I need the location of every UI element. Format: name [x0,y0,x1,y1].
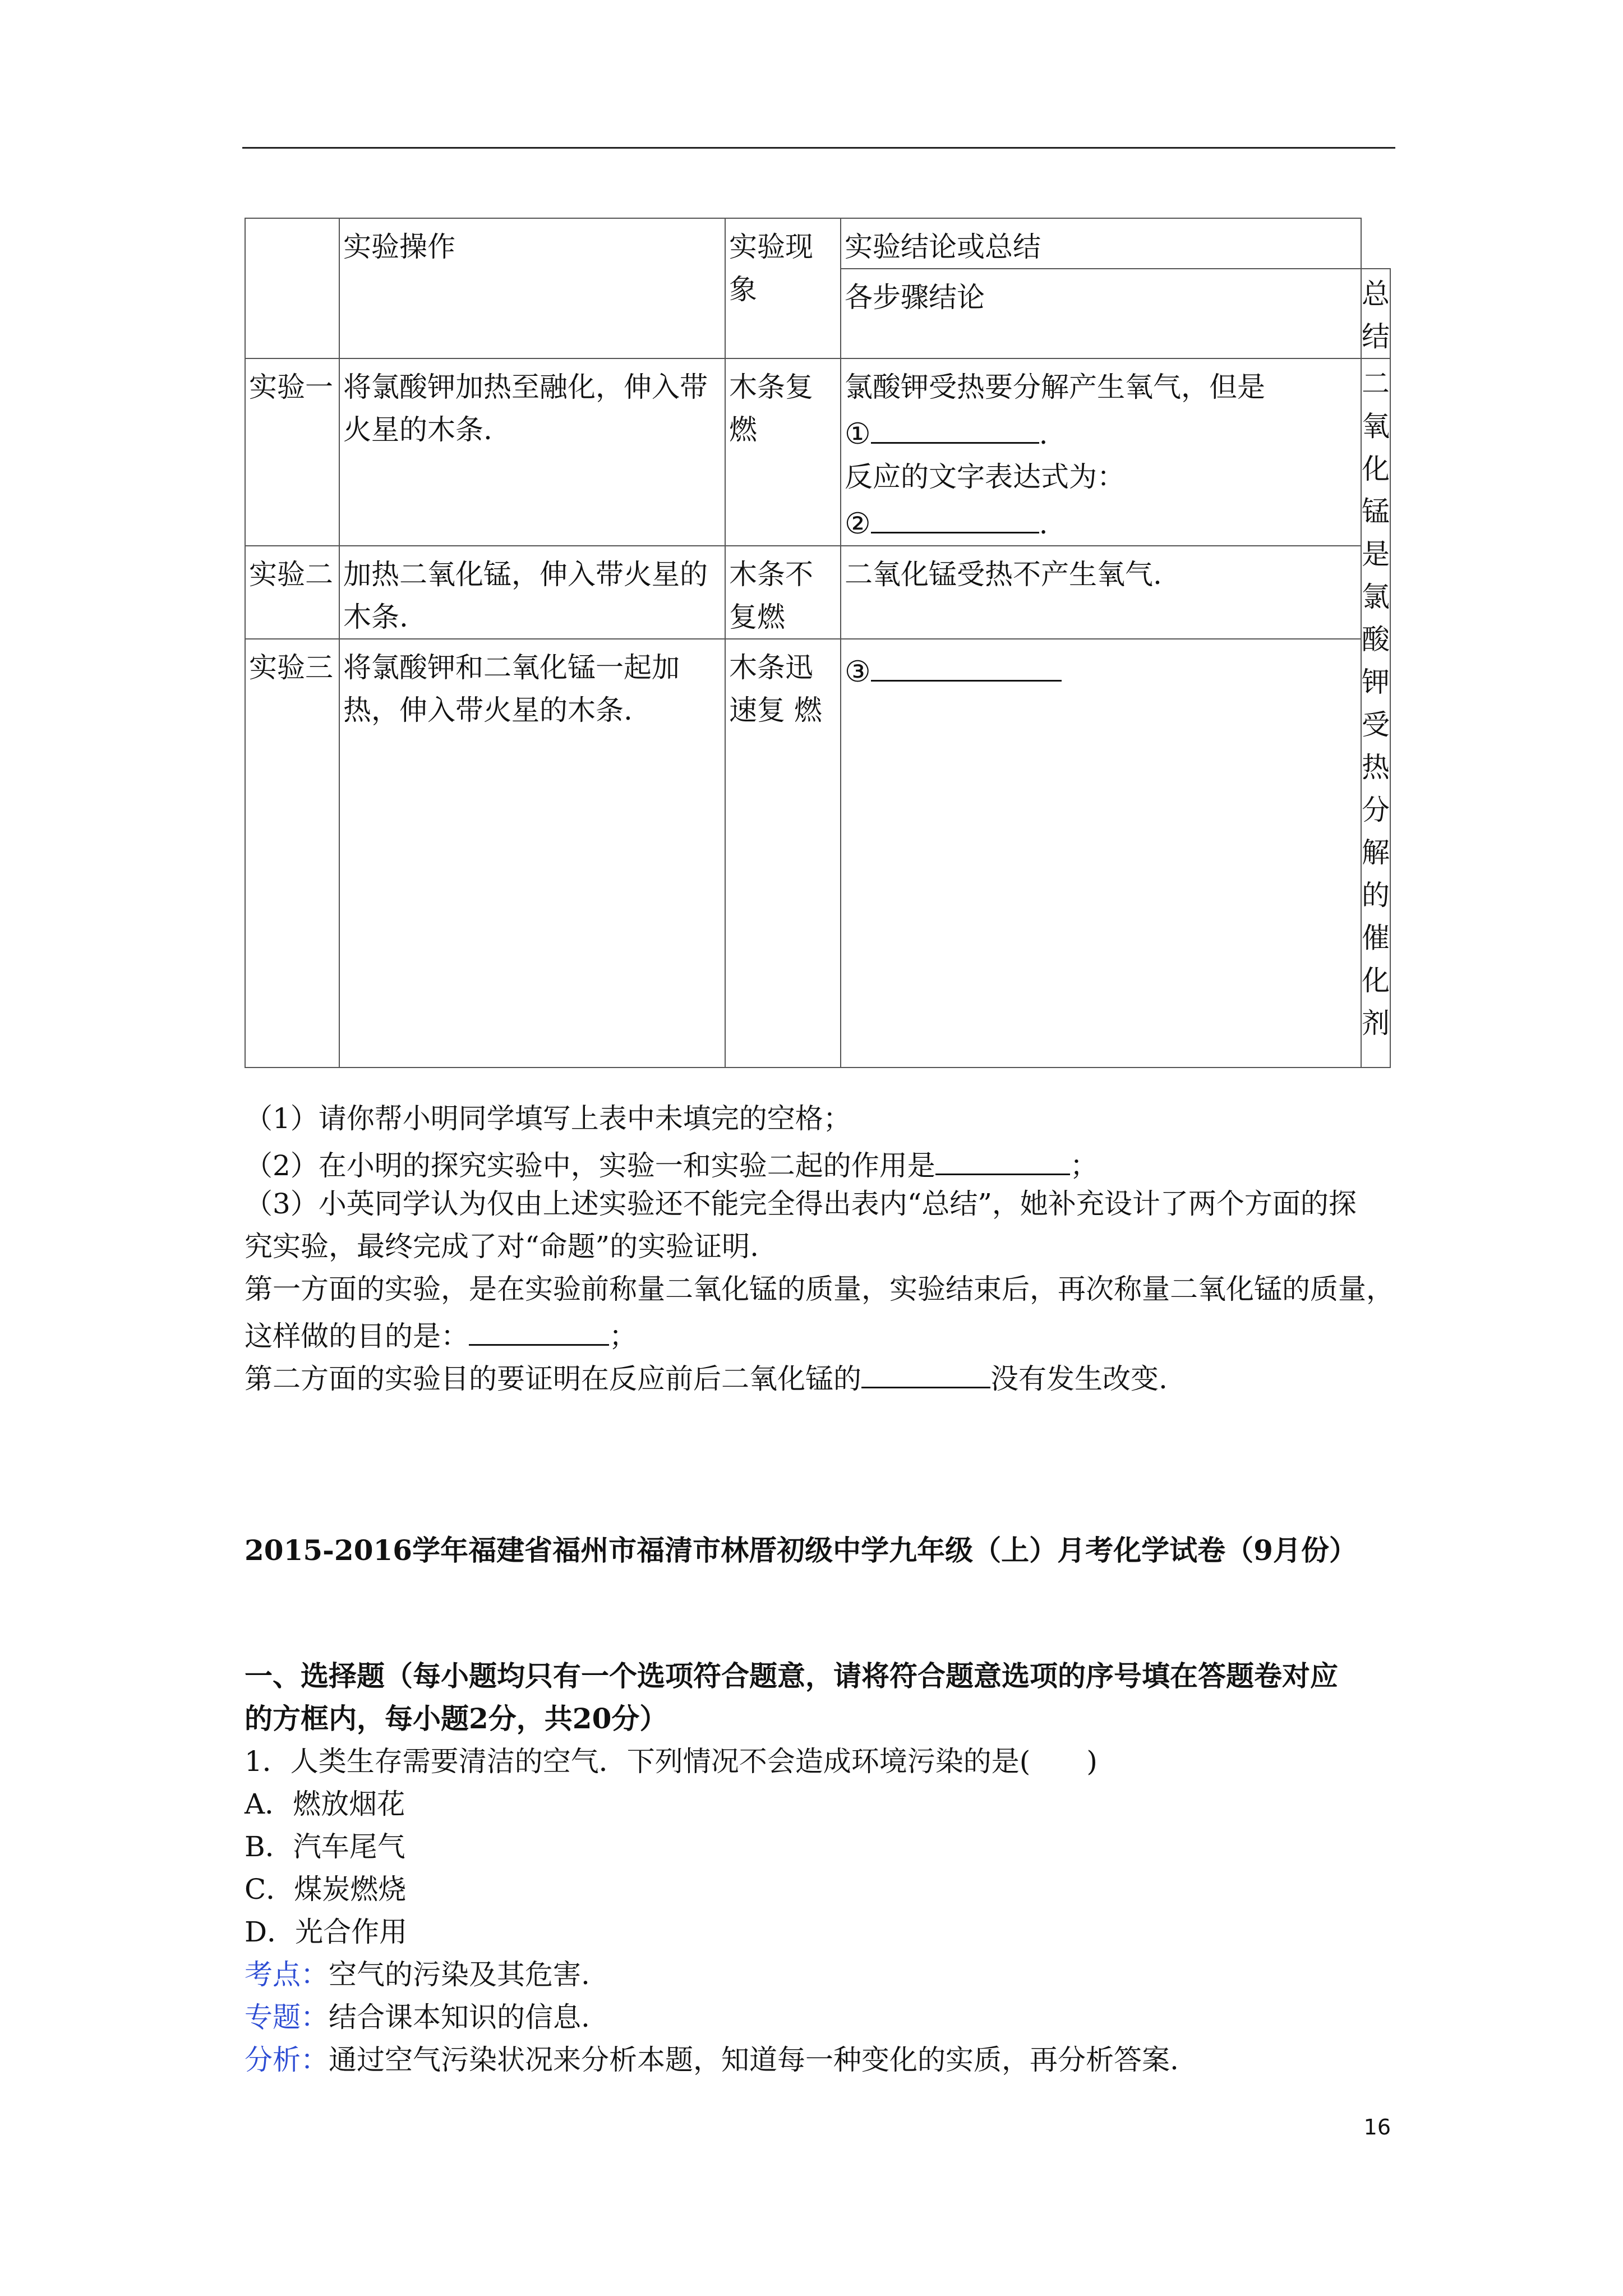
row-operation-3: 将氯酸钾和二氧化锰一起加 热，伸入带火星的木条. [339,639,725,1068]
zhuanti-label: 专题： [245,2001,329,2033]
blank-marker-2: ② [845,507,871,541]
fill-blank-q3b[interactable] [861,1353,990,1388]
section-heading-line-2: 的方框内，每小题2分，共20分） [245,1702,668,1735]
fill-blank-3[interactable] [871,646,1062,682]
page-number: 16 [1363,2115,1391,2139]
mc-question-1-stem: 1．人类生存需要清洁的空气．下列情况不会造成环境污染的是( ) [245,1745,1098,1778]
row-name-3: 实验三 [245,639,339,1068]
header-rule [242,147,1395,149]
fenxi-line: 分析：通过空气污染状况来分析本题，知道每一种变化的实质，再分析答案. [245,2044,1179,2076]
row-name-1: 实验一 [245,358,339,546]
kaodian-line: 考点：空气的污染及其危害. [245,1958,590,1991]
option-b: B．汽车尾气 [245,1830,405,1863]
question-2: （2）在小明的探究实验中，实验一和实验二起的作用是 ； [245,1140,1098,1187]
fill-blank-2[interactable] [871,498,1039,533]
header-conclusion: 实验结论或总结 [841,218,1361,269]
row-phenomenon-1: 木条复 燃 [725,358,841,546]
fill-blank-1[interactable] [871,408,1039,444]
blank-marker-3: ③ [845,655,871,689]
exam-title: 2015-2016学年福建省福州市福清市林厝初级中学九年级（上）月考化学试卷（9月份） [245,1534,1357,1567]
question-3-line-3: 第一方面的实验，是在实验前称量二氧化锰的质量，实验结束后，再次称量二氧化锰的质量， [245,1273,1394,1305]
option-a: A．燃放烟花 [245,1788,405,1820]
subheader-step-conclusion: 各步骤结论 [841,269,1361,358]
option-d: D．光合作用 [245,1916,408,1948]
header-empty-cell [1361,218,1390,269]
question-3-line-2: 究实验，最终完成了对“命题”的实验证明. [245,1230,759,1263]
header-phenomenon: 实验现 象 [725,218,841,358]
subheader-summary: 总 结 [1361,269,1390,358]
row-conclusion-1: 氯酸钾受热要分解产生氧气，但是 ① . 反应的文字表达式为： ② . [841,358,1361,546]
row-operation-1: 将氯酸钾加热至融化，伸入带 火星的木条. [339,358,725,546]
zhuanti-line: 专题：结合课本知识的信息. [245,2001,590,2033]
summary-vertical-text: 二 氧 化 锰 是 氯 酸 钾 受 热 分 解 的 催 化 剂 [1361,358,1390,1068]
row-name-2: 实验二 [245,546,339,639]
header-operation: 实验操作 [339,218,725,358]
fill-blank-q3a[interactable] [469,1310,609,1346]
fenxi-label: 分析： [245,2044,329,2076]
row-phenomenon-2: 木条不 复燃 [725,546,841,639]
row-conclusion-2: 二氧化锰受热不产生氧气. [841,546,1361,639]
row-conclusion-3 [841,639,1361,1068]
question-1: （1）请你帮小明同学填写上表中未填完的空格； [245,1102,851,1135]
section-heading-line-1: 一、选择题（每小题均只有一个选项符合题意，请将符合题意选项的序号填在答题卷对应 [245,1659,1338,1692]
row-operation-2: 加热二氧化锰，伸入带火星的 木条. [339,546,725,639]
question-3-line-4: 这样做的目的是： ； [245,1310,637,1358]
question-3-line-5: 第二方面的实验目的要证明在反应前后二氧化锰的 没有发生改变. [245,1353,1168,1400]
blank-marker-1: ① [845,417,871,451]
fill-blank-q2[interactable] [935,1140,1070,1175]
question-3-line-1: （3）小英同学认为仅由上述实验还不能完全得出表内“总结”，她补充设计了两个方面的探 [245,1188,1357,1220]
kaodian-label: 考点： [245,1958,329,1991]
experiment-table [245,218,1391,1068]
row-phenomenon-3: 木条迅 速复 燃 [725,639,841,1068]
table-corner-cell [245,218,339,358]
option-c: C．煤炭燃烧 [245,1873,407,1906]
